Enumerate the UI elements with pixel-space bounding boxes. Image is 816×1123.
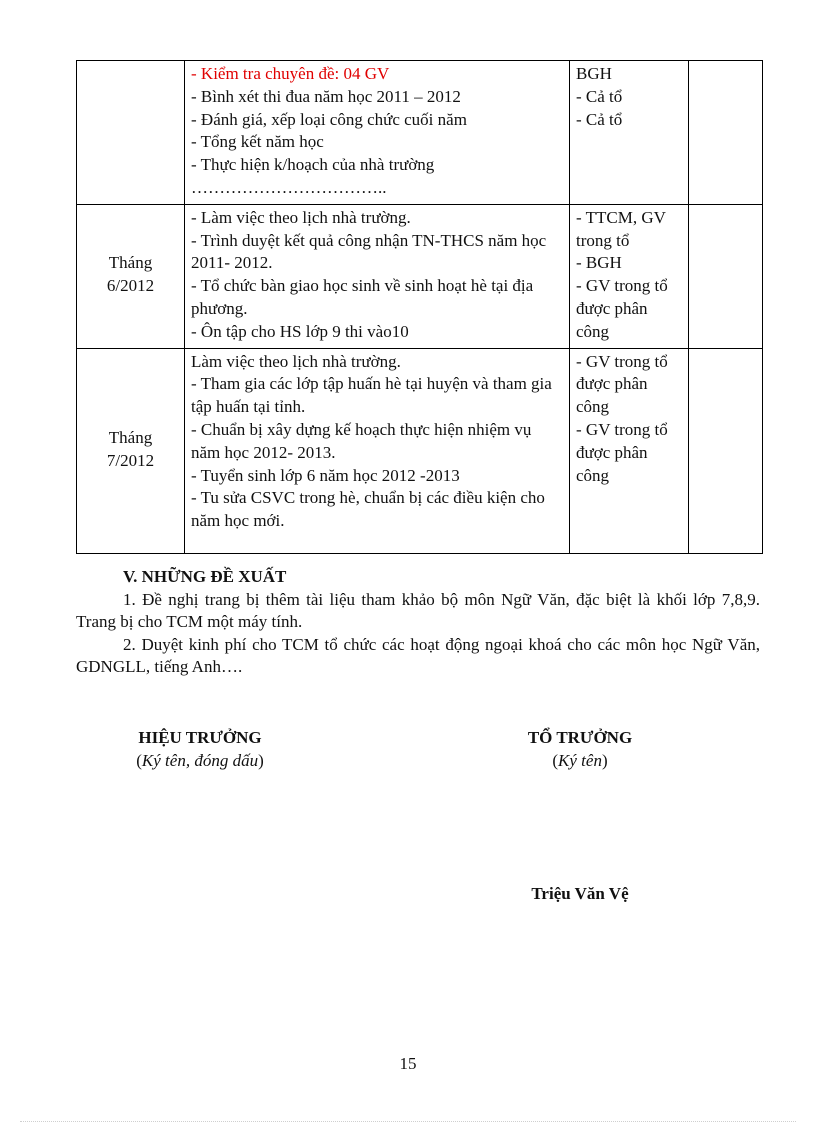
person-line: - Cả tổ: [576, 109, 623, 129]
person-line: - BGH: [576, 253, 622, 273]
table-row: [77, 348, 763, 553]
content-line: - Tuyển sinh lớp 6 năm học 2012 -2013: [191, 465, 460, 485]
month-label: Tháng: [108, 253, 153, 273]
content-line: Làm việc theo lịch nhà trường.: [191, 351, 401, 371]
plan-table: [76, 60, 763, 554]
head-signature-note: [480, 749, 680, 772]
head-title: TỔ TRƯỞNG: [527, 728, 633, 747]
person-cell: [570, 61, 689, 205]
content-cell: [185, 204, 570, 348]
content-line: - Trình duyệt kết quả công nhận TN-THCS năm học 2011- 2012.: [191, 230, 547, 273]
content-line: - Đánh giá, xếp loại công chức cuối năm: [191, 109, 467, 129]
content-cell: [185, 61, 570, 205]
content-line: ……………………………..: [191, 177, 387, 197]
content-line: - Tham gia các lớp tập huấn hè tại huyện và tham gia tập huấn tại tỉnh.: [191, 374, 552, 417]
content-line: - Tổng kết năm học: [191, 132, 324, 152]
content-line: - Làm việc theo lịch nhà trường.: [191, 207, 411, 227]
principal-signature-note: [100, 749, 300, 772]
person-line: - GV trong tổ được phân công: [576, 351, 668, 417]
note-cell: [689, 61, 763, 205]
content-line: - Bình xét thi đua năm học 2011 – 2012: [191, 86, 461, 106]
note-paren-close: ): [601, 751, 608, 770]
month-cell: [77, 61, 185, 205]
content-line: - Ôn tập cho HS lớp 9 thi vào10: [191, 321, 409, 341]
month-cell: [77, 204, 185, 348]
month-label: Tháng: [108, 427, 153, 447]
person-line: - Cả tổ: [576, 86, 623, 106]
content-line: - Kiểm tra chuyên đề: 04 GV: [191, 64, 390, 83]
content-line: - Tổ chức bàn giao học sinh về sinh hoạt hè tại địa phương.: [191, 276, 534, 318]
proposals-section: [76, 566, 760, 679]
signer-name: Triệu Văn Vệ: [531, 884, 629, 903]
month-cell: [77, 348, 185, 553]
person-line: BGH: [576, 64, 612, 83]
month-value: 7/2012: [106, 450, 155, 470]
note-paren-open: (: [552, 751, 559, 770]
note-text: Ký tên, đóng dấu: [141, 751, 259, 770]
person-line: - GV trong tổ được phân công: [576, 419, 668, 485]
note-cell: [689, 204, 763, 348]
content-line: - Thực hiện k/hoạch của nhà trường: [191, 155, 435, 175]
head-signature-block: [480, 726, 680, 772]
person-cell: [570, 204, 689, 348]
note-paren-close: ): [258, 751, 264, 770]
note-paren-open: (: [136, 751, 142, 770]
content-line: - Tu sửa CSVC trong hè, chuẩn bị các điều kiện cho năm học mới.: [191, 488, 545, 531]
proposal-item: 2. Duyệt kinh phí cho TCM tổ chức các hoạt động ngoại khoá cho các môn học Ngữ Văn, GDNGLL, tiếng Anh….: [76, 634, 760, 677]
table-row: [77, 61, 763, 205]
page-bottom-divider: [20, 1121, 796, 1122]
content-line: - Chuẩn bị xây dựng kế hoạch thực hiện nhiệm vụ năm học 2012- 2013.: [191, 419, 532, 462]
month-value: 6/2012: [106, 276, 155, 296]
table-row: [77, 204, 763, 348]
proposal-item: 1. Đề nghị trang bị thêm tài liệu tham khảo bộ môn Ngữ Văn, đặc biệt là khối lớp 7,8,9. Trang bị cho TCM một máy tính.: [76, 589, 760, 632]
person-cell: [570, 348, 689, 553]
note-text: Ký tên: [558, 751, 602, 770]
principal-signature-block: [100, 726, 300, 772]
principal-title: HIỆU TRƯỞNG: [138, 728, 262, 747]
section-heading: V. NHỮNG ĐỀ XUẤT: [123, 567, 287, 586]
person-line: - GV trong tổ được phân công: [576, 276, 668, 341]
note-cell: [689, 348, 763, 553]
person-line: - TTCM, GV trong tổ: [576, 207, 666, 250]
page-number: 15: [399, 1054, 417, 1073]
content-cell: [185, 348, 570, 553]
